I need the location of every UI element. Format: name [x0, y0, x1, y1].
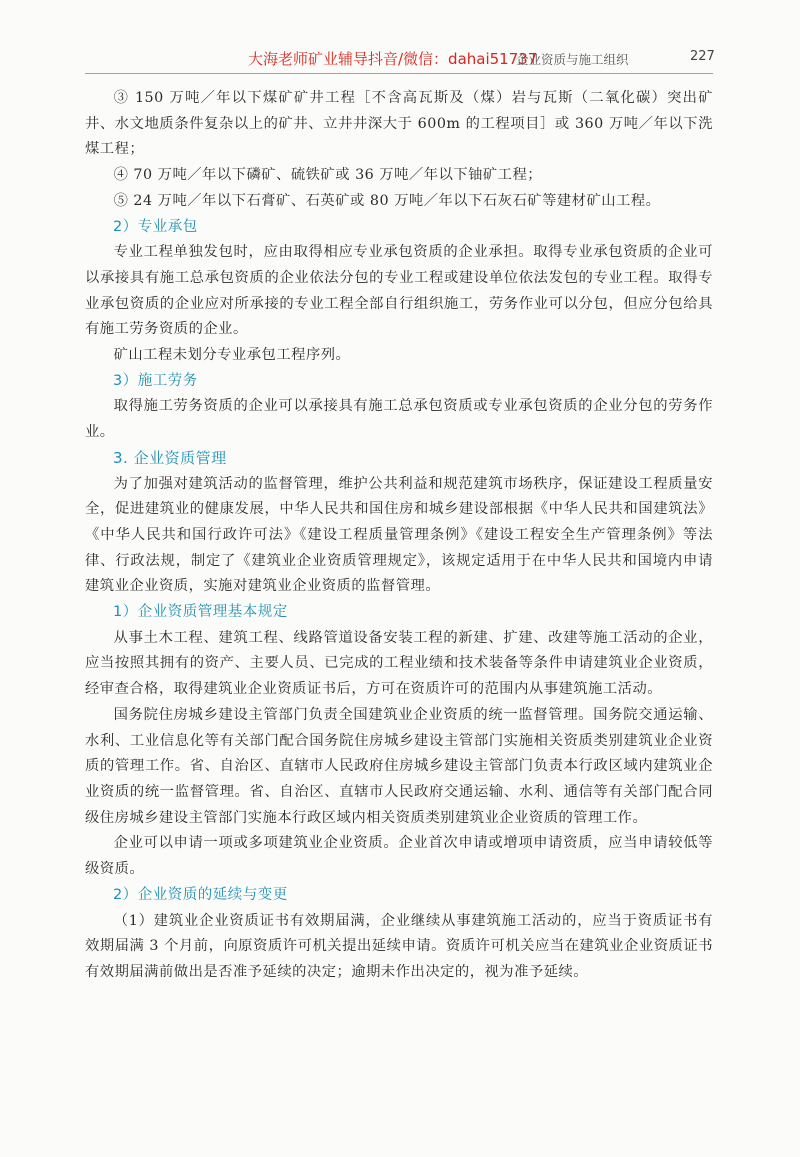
- paragraph: 专业工程单独发包时，应由取得相应专业承包资质的企业承担。取得专业承包资质的企业可以承接具有施工总承包资质的企业依法分包的专业工程或建设单位依法发包的专业工程。取得专业承包资质的企业应对所承接的专业工程全部自行组织施工，劳务作业可以分包，但应分包给具有施工劳务资质的企业。: [85, 244, 713, 338]
- header-divider: [85, 73, 713, 74]
- list-item-3: ③ 150 万吨／年以下煤矿矿井工程［不含高瓦斯及（煤）岩与瓦斯（二氧化碳）突出矿井、水文地质条件复杂以上的矿井、立井井深大于 600m 的工程项目］或 360 万吨／年以下洗煤工程；: [85, 90, 713, 158]
- paragraph: 矿山工程未划分专业承包工程序列。: [113, 347, 351, 364]
- list-item-5: ⑤ 24 万吨／年以下石膏矿、石英矿或 80 万吨／年以下石灰石矿等建材矿山工程。: [113, 192, 661, 209]
- paragraph: 国务院住房城乡建设主管部门负责全国建筑业企业资质的统一监督管理。国务院交通运输、水利、工业信息化等有关部门配合国务院住房城乡建设主管部门实施相关资质类别建筑业企业资质的管理工作。省、自治区、直辖市人民政府住房城乡建设主管部门负责本行政区域内建筑业企业资质的统一监督管理。省、自治区、直辖市人民政府交通运输、水利、通信等有关部门配合同级住房城乡建设主管部门实施本行政区域内相关资质类别建筑业企业资质的管理工作。: [85, 706, 713, 826]
- paragraph: （1）建筑业企业资质证书有效期届满，企业继续从事建筑施工活动的，应当于资质证书有效期届满 3 个月前，向原资质许可机关提出延续申请。资质许可机关应当在建筑业企业资质证书有效期届满前做出是否准予延续的决定；逾期未作出决定的，视为准予延续。: [85, 912, 713, 980]
- paragraph: 为了加强对建筑活动的监督管理，维护公共利益和规范建筑市场秩序，保证建设工程质量安全，促进建筑业的健康发展，中华人民共和国住房和城乡建设部根据《中华人民共和国建筑法》《中华人民共和国行政许可法》《建设工程质量管理条例》《建设工程安全生产管理条例》等法律、行政法规，制定了《建筑业企业资质管理规定》，该规定适用于在中华人民共和国境内申请建筑业企业资质，实施对建筑业企业资质的监督管理。: [85, 475, 713, 595]
- page-body: [85, 86, 713, 986]
- heading-renewal-and-change: 2）企业资质的延续与变更: [113, 886, 288, 903]
- list-item-4: ④ 70 万吨／年以下磷矿、硫铁矿或 36 万吨／年以下铀矿工程；: [113, 167, 543, 184]
- heading-labor-service: 3）施工劳务: [113, 372, 198, 389]
- watermark-text: 大海老师矿业辅导抖音/微信：dahai51737: [248, 50, 538, 68]
- paragraph: 企业可以申请一项或多项建筑业企业资质。企业首次申请或增项申请资质，应当申请较低等级资质。: [85, 835, 713, 878]
- page-header: [0, 42, 800, 72]
- page-number: 227: [690, 49, 715, 64]
- section-heading-qualification-management: 3. 企业资质管理: [113, 448, 227, 467]
- heading-specialty-contracting: 2）专业承包: [113, 218, 198, 235]
- paragraph: 从事土木工程、建筑工程、线路管道设备安装工程的新建、扩建、改建等施工活动的企业，应当按照其拥有的资产、主要人员、已完成的工程业绩和技术装备等条件申请建筑业企业资质，经审查合格，取得建筑业企业资质证书后，方可在资质许可的范围内从事建筑施工活动。: [85, 629, 713, 698]
- heading-basic-provisions: 1）企业资质管理基本规定: [113, 604, 288, 621]
- running-head: 企业资质与施工组织: [516, 52, 629, 67]
- paragraph: 取得施工劳务资质的企业可以承接具有施工总承包资质或专业承包资质的企业分包的劳务作业。: [85, 398, 713, 441]
